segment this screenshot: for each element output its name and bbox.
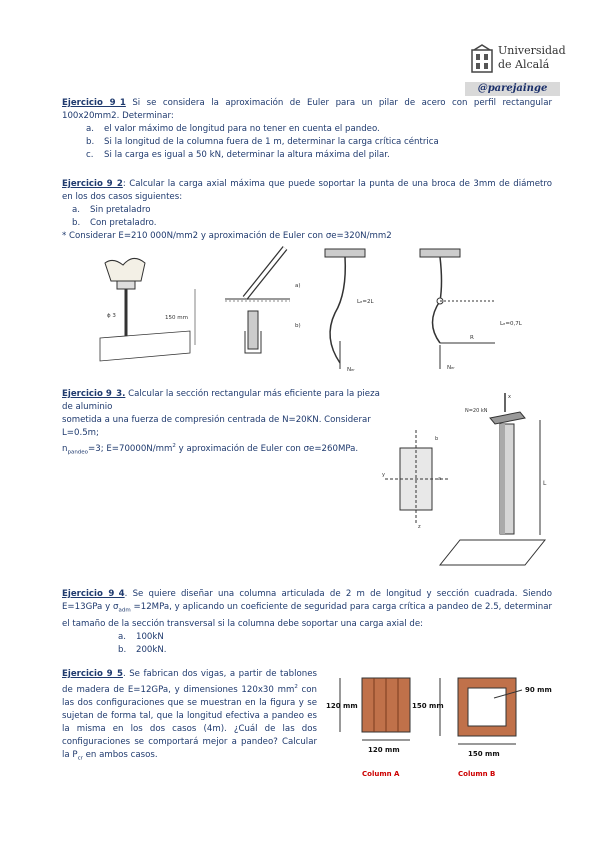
- exercise-3-label: Ejercicio 9_3.: [62, 389, 126, 399]
- fig3-b-label: b: [435, 436, 439, 442]
- exercise-3-line2: sometida a una fuerza de compresión centrada de N=20KN. Considerar L=0.5m;: [62, 415, 371, 438]
- exercise-1-item: a. el valor máximo de longitud para no tener en cuenta el pandeo.: [86, 124, 380, 134]
- university-name-line2: de Alcalá: [498, 58, 550, 71]
- fig2-a-label: a): [295, 283, 301, 289]
- exercise-4-label: Ejercicio 9_4: [62, 589, 125, 599]
- column-a-caption: Column A: [362, 770, 400, 778]
- exercise-2-item: a. Sin pretaladro: [72, 205, 151, 215]
- exercise-1-item: c. Si la carga es igual a 50 kN, determinar la altura máxima del pilar.: [86, 150, 390, 160]
- fig2-n1-label: Nₑᵣ: [347, 367, 355, 373]
- fig2-n2-label: Nₑᵣ: [447, 365, 455, 371]
- exercise-2: [62, 178, 552, 243]
- exercise-2-text: : Calcular la carga axial máxima que puede soportar la punta de una broca de 3mm de diámetro en los dos casos siguientes:: [62, 179, 552, 202]
- exercise-4: Ejercicio 9_4. Se quiere diseñar una columna articulada de 2 m de longitud y sección cuadrada. Siendo E=13GPa y $\sigma_{adm} =12MPa$, y aplicando un coeficiente de seguridad para carga crítica a pandeo de 2.5, determinar el tamaño de la sección transversal si la columna debe soportar una carga axial de: a. 100kN b. 200kN.: [62, 589, 552, 655]
- fig3-y-label: y: [382, 472, 385, 478]
- university-logo: [470, 42, 580, 78]
- fig2-le2-label: Lₑ=0,7L: [500, 321, 522, 327]
- author-handle: @parejainge: [465, 82, 560, 96]
- fig2-diameter-label: ϕ 3: [107, 313, 116, 319]
- exercise-2-figure: [95, 243, 535, 375]
- exercise-2-note: * Considerar E=210 000N/mm2 y aproximación de Euler con σe=320N/mm2: [62, 231, 392, 241]
- fig2-b-label: b): [295, 323, 301, 329]
- university-crest-icon: [470, 44, 494, 74]
- column-b-width: 150 mm: [468, 750, 500, 758]
- exercise-3-line1: Calcular la sección rectangular más eficiente para la pieza de aluminio: [62, 389, 380, 412]
- fig3-n-label: N=20 kN: [465, 408, 488, 414]
- column-b-inner: 90 mm: [525, 686, 552, 694]
- column-a-height: 120 mm: [326, 702, 358, 710]
- university-name-line1: Universidad: [498, 44, 566, 57]
- fig2-r-label: R: [470, 335, 474, 341]
- exercise-3-line3: $n_{pandeo}=3$; $E=70000N/mm^2$ y aproximación de Euler con σe=260MPa.: [62, 443, 359, 456]
- exercise-1-text: Si se considera la aproximación de Euler para un pilar de acero con perfil rectangular 100x20mm2. Determinar:: [62, 98, 552, 121]
- exercise-4-item: a. 100kN: [118, 631, 164, 642]
- column-b-caption: Column B: [458, 770, 496, 778]
- exercise-1: [62, 97, 552, 162]
- fig3-a-label: a: [438, 476, 442, 482]
- fig3-z-label: z: [418, 524, 421, 530]
- exercise-5: Ejercicio 9_5. Se fabrican dos vigas, a partir de tablones de madera de E=12GPa, y dimensiones 120x30 $mm^2$ con las dos configuraciones que se muestran en la figura y se sujetan de forma tal, que la longitud efectiva a pandeo es la misma en los dos casos (4m). ¿Cuál de las dos configuraciones se comportará mejor a pandeo? Calcular la $P_{cr}$ en ambos casos.: [62, 669, 317, 762]
- exercise-1-label: Ejercicio 9_1: [62, 98, 126, 108]
- fig3-x-label: x: [508, 394, 511, 400]
- column-a-width: 120 mm: [368, 746, 400, 754]
- exercise-2-label: Ejercicio 9_2: [62, 179, 123, 189]
- fig3-l-label: L: [543, 480, 547, 487]
- exercise-4-item: b. 200kN.: [118, 644, 167, 655]
- exercise-5-label: Ejercicio 9_5: [62, 669, 123, 679]
- column-b-height: 150 mm: [412, 702, 444, 710]
- fig2-length-label: 150 mm: [165, 315, 188, 321]
- fig2-le1-label: Lₑ=2L: [357, 299, 374, 305]
- exercise-3-figure: [380, 390, 550, 570]
- exercise-1-item: b. Si la longitud de la columna fuera de 1 m, determinar la carga crítica céntrica: [86, 137, 439, 147]
- exercise-5-figure: [322, 668, 557, 783]
- exercise-2-item: b. Con pretaladro.: [72, 218, 157, 228]
- exercise-3: [62, 388, 387, 460]
